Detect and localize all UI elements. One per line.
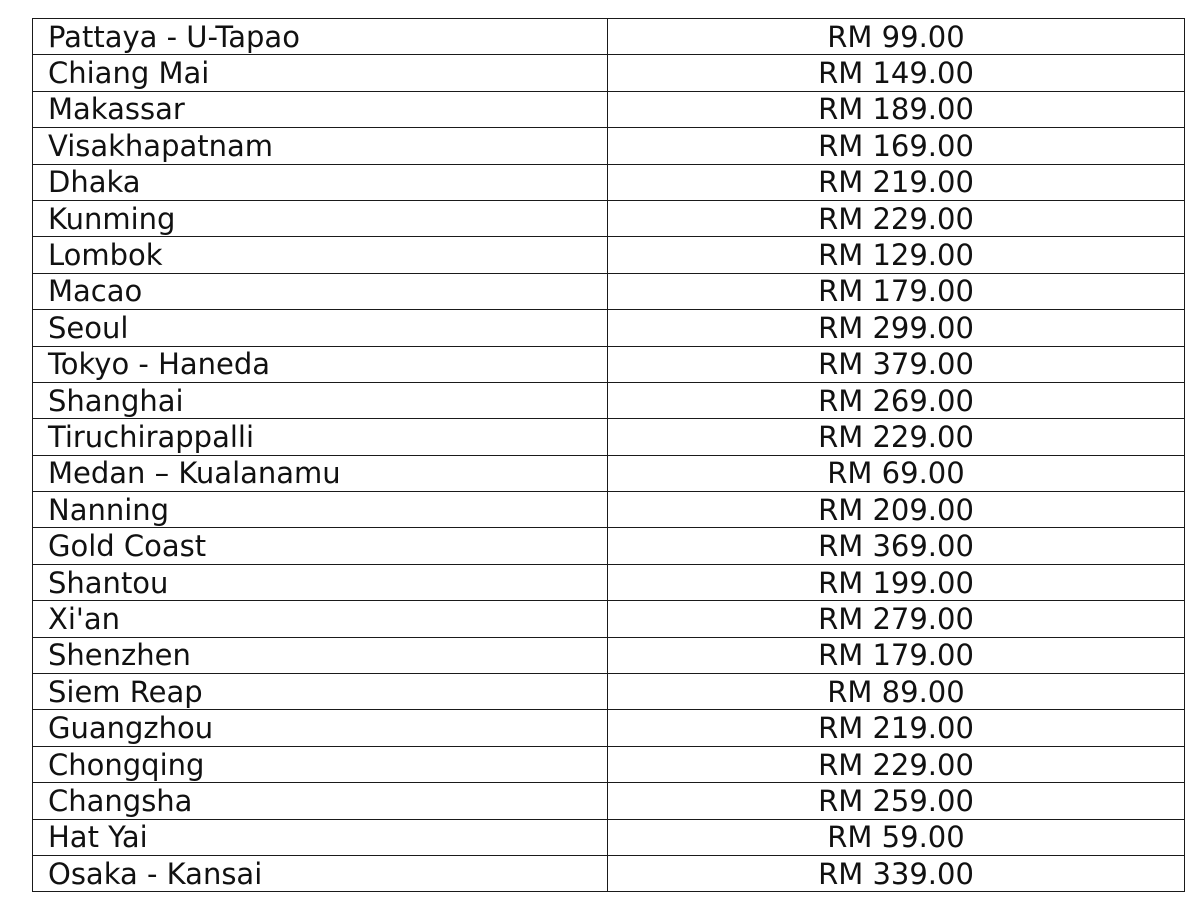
fare-table bbox=[32, 18, 1185, 892]
price-cell: RM 279.00 bbox=[608, 601, 1185, 637]
price-cell: RM 269.00 bbox=[608, 382, 1185, 418]
table-row bbox=[33, 455, 1185, 491]
price-cell: RM 189.00 bbox=[608, 91, 1185, 127]
destination-cell: Changsha bbox=[33, 783, 608, 819]
table-row bbox=[33, 528, 1185, 564]
table-row bbox=[33, 128, 1185, 164]
table-row bbox=[33, 273, 1185, 309]
destination-cell: Tokyo - Haneda bbox=[33, 346, 608, 382]
destination-cell: Chongqing bbox=[33, 746, 608, 782]
table-row bbox=[33, 382, 1185, 418]
price-cell: RM 129.00 bbox=[608, 237, 1185, 273]
price-cell: RM 369.00 bbox=[608, 528, 1185, 564]
price-cell: RM 59.00 bbox=[608, 819, 1185, 855]
destination-cell: Siem Reap bbox=[33, 674, 608, 710]
destination-cell: Hat Yai bbox=[33, 819, 608, 855]
table-row bbox=[33, 200, 1185, 236]
table-row bbox=[33, 564, 1185, 600]
price-cell: RM 69.00 bbox=[608, 455, 1185, 491]
table-row bbox=[33, 419, 1185, 455]
destination-cell: Visakhapatnam bbox=[33, 128, 608, 164]
destination-cell: Shanghai bbox=[33, 382, 608, 418]
price-cell: RM 299.00 bbox=[608, 310, 1185, 346]
table-row bbox=[33, 91, 1185, 127]
table-row bbox=[33, 164, 1185, 200]
destination-cell: Gold Coast bbox=[33, 528, 608, 564]
destination-cell: Macao bbox=[33, 273, 608, 309]
destination-cell: Xi'an bbox=[33, 601, 608, 637]
price-cell: RM 229.00 bbox=[608, 200, 1185, 236]
destination-cell: Medan – Kualanamu bbox=[33, 455, 608, 491]
price-cell: RM 199.00 bbox=[608, 564, 1185, 600]
price-cell: RM 219.00 bbox=[608, 164, 1185, 200]
price-cell: RM 149.00 bbox=[608, 55, 1185, 91]
price-cell: RM 259.00 bbox=[608, 783, 1185, 819]
destination-cell: Shantou bbox=[33, 564, 608, 600]
price-cell: RM 339.00 bbox=[608, 855, 1185, 891]
destination-cell: Pattaya - U-Tapao bbox=[33, 19, 608, 55]
destination-cell: Kunming bbox=[33, 200, 608, 236]
price-cell: RM 209.00 bbox=[608, 492, 1185, 528]
table-row bbox=[33, 746, 1185, 782]
destination-cell: Dhaka bbox=[33, 164, 608, 200]
destination-cell: Makassar bbox=[33, 91, 608, 127]
price-cell: RM 179.00 bbox=[608, 273, 1185, 309]
price-cell: RM 219.00 bbox=[608, 710, 1185, 746]
destination-cell: Tiruchirappalli bbox=[33, 419, 608, 455]
table-row bbox=[33, 310, 1185, 346]
table-row bbox=[33, 346, 1185, 382]
destination-cell: Osaka - Kansai bbox=[33, 855, 608, 891]
table-row bbox=[33, 674, 1185, 710]
table-row bbox=[33, 237, 1185, 273]
destination-cell: Seoul bbox=[33, 310, 608, 346]
table-row bbox=[33, 819, 1185, 855]
price-cell: RM 99.00 bbox=[608, 19, 1185, 55]
price-cell: RM 229.00 bbox=[608, 419, 1185, 455]
destination-cell: Lombok bbox=[33, 237, 608, 273]
price-cell: RM 379.00 bbox=[608, 346, 1185, 382]
price-cell: RM 169.00 bbox=[608, 128, 1185, 164]
table-row bbox=[33, 783, 1185, 819]
table-row bbox=[33, 492, 1185, 528]
destination-cell: Chiang Mai bbox=[33, 55, 608, 91]
fare-table-body bbox=[33, 19, 1185, 892]
table-row bbox=[33, 55, 1185, 91]
price-cell: RM 229.00 bbox=[608, 746, 1185, 782]
table-row bbox=[33, 855, 1185, 891]
table-row bbox=[33, 637, 1185, 673]
destination-cell: Shenzhen bbox=[33, 637, 608, 673]
price-cell: RM 89.00 bbox=[608, 674, 1185, 710]
table-row bbox=[33, 19, 1185, 55]
table-row bbox=[33, 710, 1185, 746]
destination-cell: Nanning bbox=[33, 492, 608, 528]
table-row bbox=[33, 601, 1185, 637]
destination-cell: Guangzhou bbox=[33, 710, 608, 746]
price-cell: RM 179.00 bbox=[608, 637, 1185, 673]
